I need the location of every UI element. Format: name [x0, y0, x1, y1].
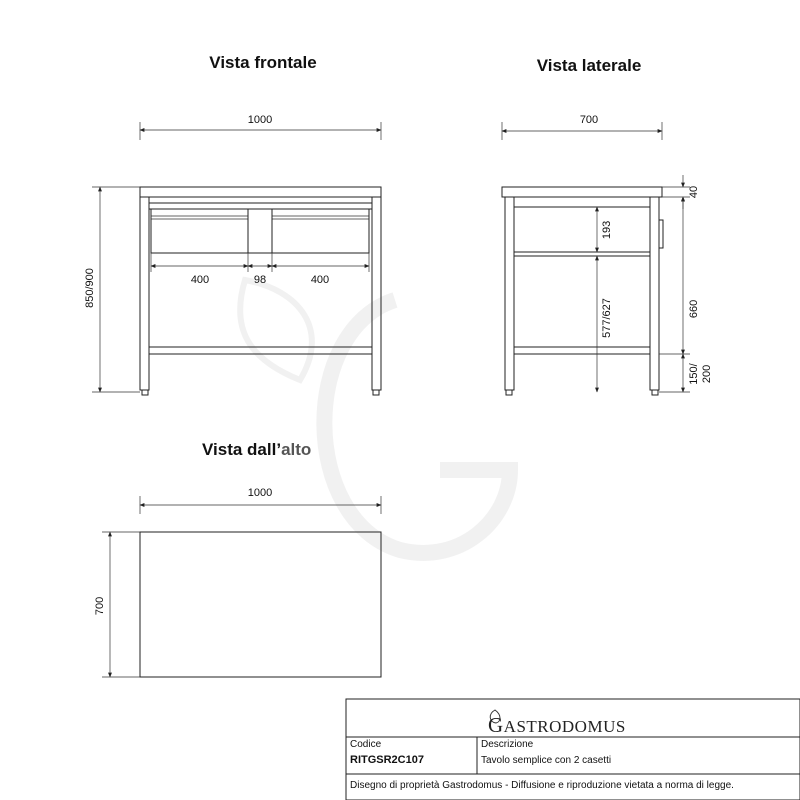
side-mid-height-label: 660	[688, 299, 700, 319]
side-top-thickness-label: 40	[688, 185, 700, 199]
side-back-leg	[650, 197, 659, 390]
side-drawer-handle	[659, 220, 663, 248]
description-label: Descrizione	[481, 739, 534, 750]
front-top-slab	[140, 187, 381, 197]
side-top-slab	[502, 187, 662, 197]
top-depth-label: 700	[94, 596, 106, 616]
side-view-title: Vista laterale	[536, 56, 642, 75]
gastrodomus-logo	[488, 710, 626, 737]
description-value: Tavolo semplice con 2 casetti	[481, 755, 612, 766]
top-view-title-main: Vista dall’	[202, 440, 282, 459]
front-right-leg	[372, 197, 381, 390]
front-left-drawer	[151, 209, 248, 253]
code-value: RITGSR2C107	[350, 754, 424, 766]
watermark-logo	[240, 280, 510, 553]
front-height-label: 850/900	[84, 268, 96, 308]
side-foot-height-label-b: 200	[701, 364, 713, 384]
side-depth-label: 700	[579, 114, 599, 126]
side-lower-bar	[514, 347, 650, 354]
top-view-title	[202, 440, 311, 459]
front-left-leg	[140, 197, 149, 390]
front-drawer-right-label: 400	[310, 274, 330, 286]
side-front-leg	[505, 197, 514, 390]
brand-initial: G	[488, 713, 504, 737]
front-width-label: 1000	[247, 114, 273, 126]
code-label: Codice	[350, 739, 382, 750]
brand-name	[488, 713, 626, 737]
front-center-divider	[248, 209, 272, 253]
side-view	[502, 56, 713, 395]
top-width-label: 1000	[247, 487, 273, 499]
title-block	[346, 699, 800, 800]
side-drawer-height-label: 193	[601, 220, 613, 240]
front-right-drawer	[272, 209, 369, 253]
front-drawer-left-label: 400	[190, 274, 210, 286]
brand-rest: ASTRODOMUS	[503, 717, 626, 736]
side-leg-height-label: 577/627	[601, 298, 613, 338]
front-gap-label: 98	[253, 274, 267, 286]
side-foot-height-label-a: 150/	[688, 363, 700, 385]
top-view-title-accent: alto	[281, 440, 312, 459]
front-view-title: Vista frontale	[209, 53, 317, 72]
top-view-outline	[140, 532, 381, 677]
copyright-footer: Disegno di proprietà Gastrodomus - Diffusione e riproduzione vietata a norma di legge.	[350, 780, 734, 791]
